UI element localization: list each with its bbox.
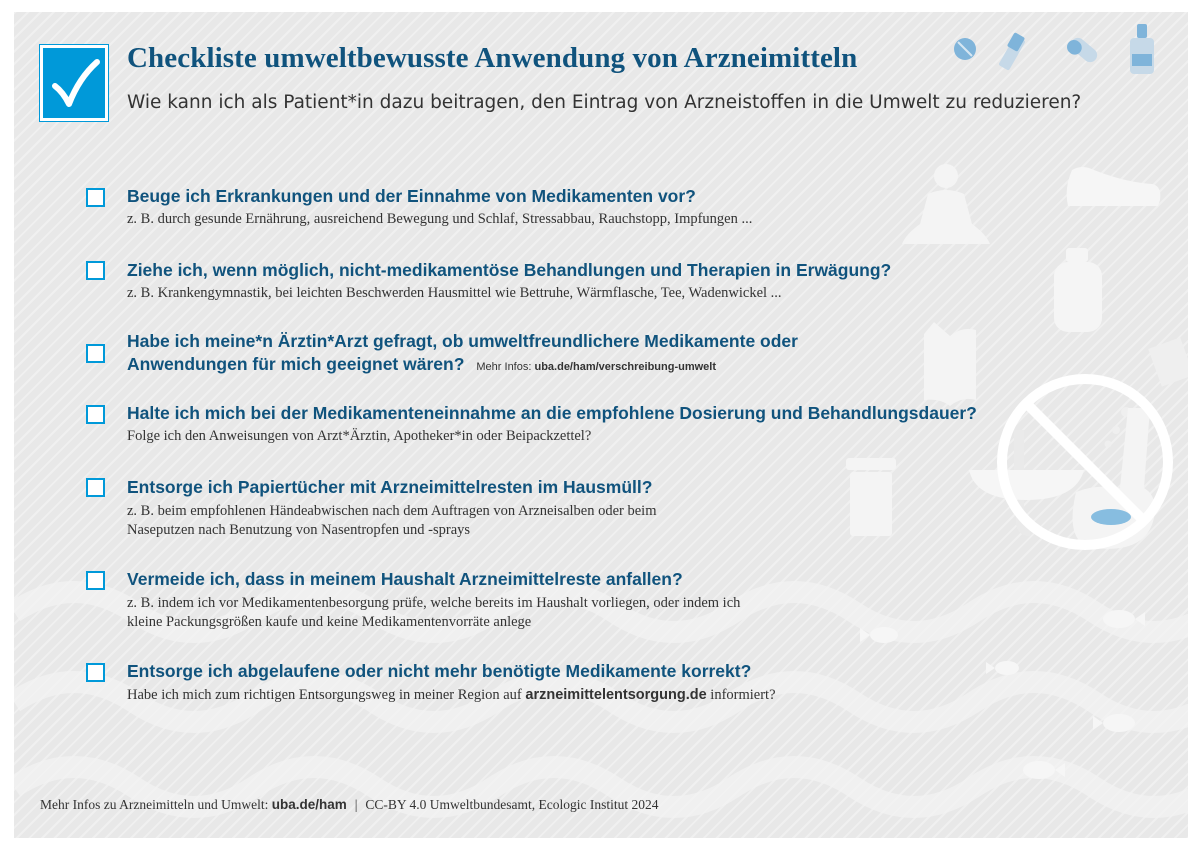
detail-2: z. B. Krankengymnastik, bei leichten Beschwerden Hausmittel wie Bettruhe, Wärmflasche, Tee, Wadenwickel ... xyxy=(127,285,782,301)
hot-water-bottle-icon xyxy=(1054,248,1102,332)
question-6: Vermeide ich, dass in meinem Haushalt Arzneimittelreste anfallen? xyxy=(127,569,683,589)
footer xyxy=(40,797,659,813)
detail-7-suffix: informiert? xyxy=(710,687,776,703)
page-subtitle: Wie kann ich als Patient*in dazu beitragen, den Eintrag von Arzneistoffen in die Umwelt zu reduzieren? xyxy=(127,92,1082,113)
question-4: Halte ich mich bei der Medikamenteneinnahme an die empfohlene Dosierung und Behandlungsdauer? xyxy=(127,403,977,423)
checkbox-item-5[interactable] xyxy=(86,478,105,497)
question-3-line-1: Habe ich meine*n Ärztin*Arzt gefragt, ob umweltfreundlichere Medikamente oder xyxy=(127,331,798,351)
disposal-link[interactable]: arzneimittelentsorgung.de xyxy=(525,687,707,703)
meditation-person-icon xyxy=(902,164,990,244)
footer-license: CC-BY 4.0 Umweltbundesamt, Ecologic Institut 2024 xyxy=(365,797,659,812)
question-2: Ziehe ich, wenn möglich, nicht-medikamentöse Behandlungen und Therapien in Erwägung? xyxy=(127,260,892,280)
checkbox-item-4[interactable] xyxy=(86,405,105,424)
sneaker-icon xyxy=(1067,167,1161,206)
more-info-label: Mehr Infos: xyxy=(476,361,532,373)
question-5: Entsorge ich Papiertücher mit Arzneimittelresten im Hausmüll? xyxy=(127,477,653,497)
detail-6-line-2: kleine Packungsgrößen kaufe und keine Medikamentenvorräte anlege xyxy=(127,614,532,630)
checklist-sheet xyxy=(14,12,1188,838)
question-7: Entsorge ich abgelaufene oder nicht mehr benötigte Medikamente korrekt? xyxy=(127,661,752,681)
checkmark-icon xyxy=(43,48,105,118)
detail-7 xyxy=(127,686,776,705)
checkbox-item-3[interactable] xyxy=(86,344,105,363)
page-title: Checkliste umweltbewusste Anwendung von Arzneimitteln xyxy=(127,42,858,74)
detail-6-line-1: z. B. indem ich vor Medikamentenbesorgung prüfe, welche bereits im Haushalt vorliegen, oder indem ich xyxy=(127,595,741,611)
more-info-note xyxy=(476,361,716,373)
detail-7-prefix: Habe ich mich zum richtigen Entsorgungsweg in meiner Region auf xyxy=(127,687,522,703)
detail-5-line-1: z. B. beim empfohlenen Händeabwischen nach dem Auftragen von Arzneisalben oder beim xyxy=(127,503,657,519)
checkmark-logo xyxy=(40,45,108,121)
no-sink-toilet-icon xyxy=(969,379,1168,549)
footer-separator: | xyxy=(354,797,358,812)
checkbox-item-6[interactable] xyxy=(86,571,105,590)
book-icon xyxy=(924,322,976,406)
question-3-line-2 xyxy=(127,353,716,378)
question-3-line-2-text: Anwendungen für mich geeignet wären? xyxy=(127,354,465,374)
detail-1: z. B. durch gesunde Ernährung, ausreichend Bewegung und Schlaf, Stressabbau, Rauchstopp, Impfungen ... xyxy=(127,211,753,227)
more-info-link[interactable]: uba.de/ham/verschreibung-umwelt xyxy=(534,361,717,373)
footer-info-link[interactable]: uba.de/ham xyxy=(271,797,347,812)
checkbox-item-7[interactable] xyxy=(86,663,105,682)
detail-4: Folge ich den Anweisungen von Arzt*Ärztin, Apotheker*in oder Beipackzettel? xyxy=(127,428,592,444)
detail-5-line-2: Naseputzen nach Benutzung von Nasentropfen und -sprays xyxy=(127,522,471,538)
background-illustrations xyxy=(14,12,1188,838)
trash-bin-icon xyxy=(846,458,896,536)
checkbox-item-1[interactable] xyxy=(86,188,105,207)
footer-info-label: Mehr Infos zu Arzneimitteln und Umwelt: xyxy=(40,797,269,812)
medicine-icons xyxy=(954,24,1154,74)
checkbox-item-2[interactable] xyxy=(86,261,105,280)
question-1: Beuge ich Erkrankungen und der Einnahme von Medikamenten vor? xyxy=(127,186,696,206)
